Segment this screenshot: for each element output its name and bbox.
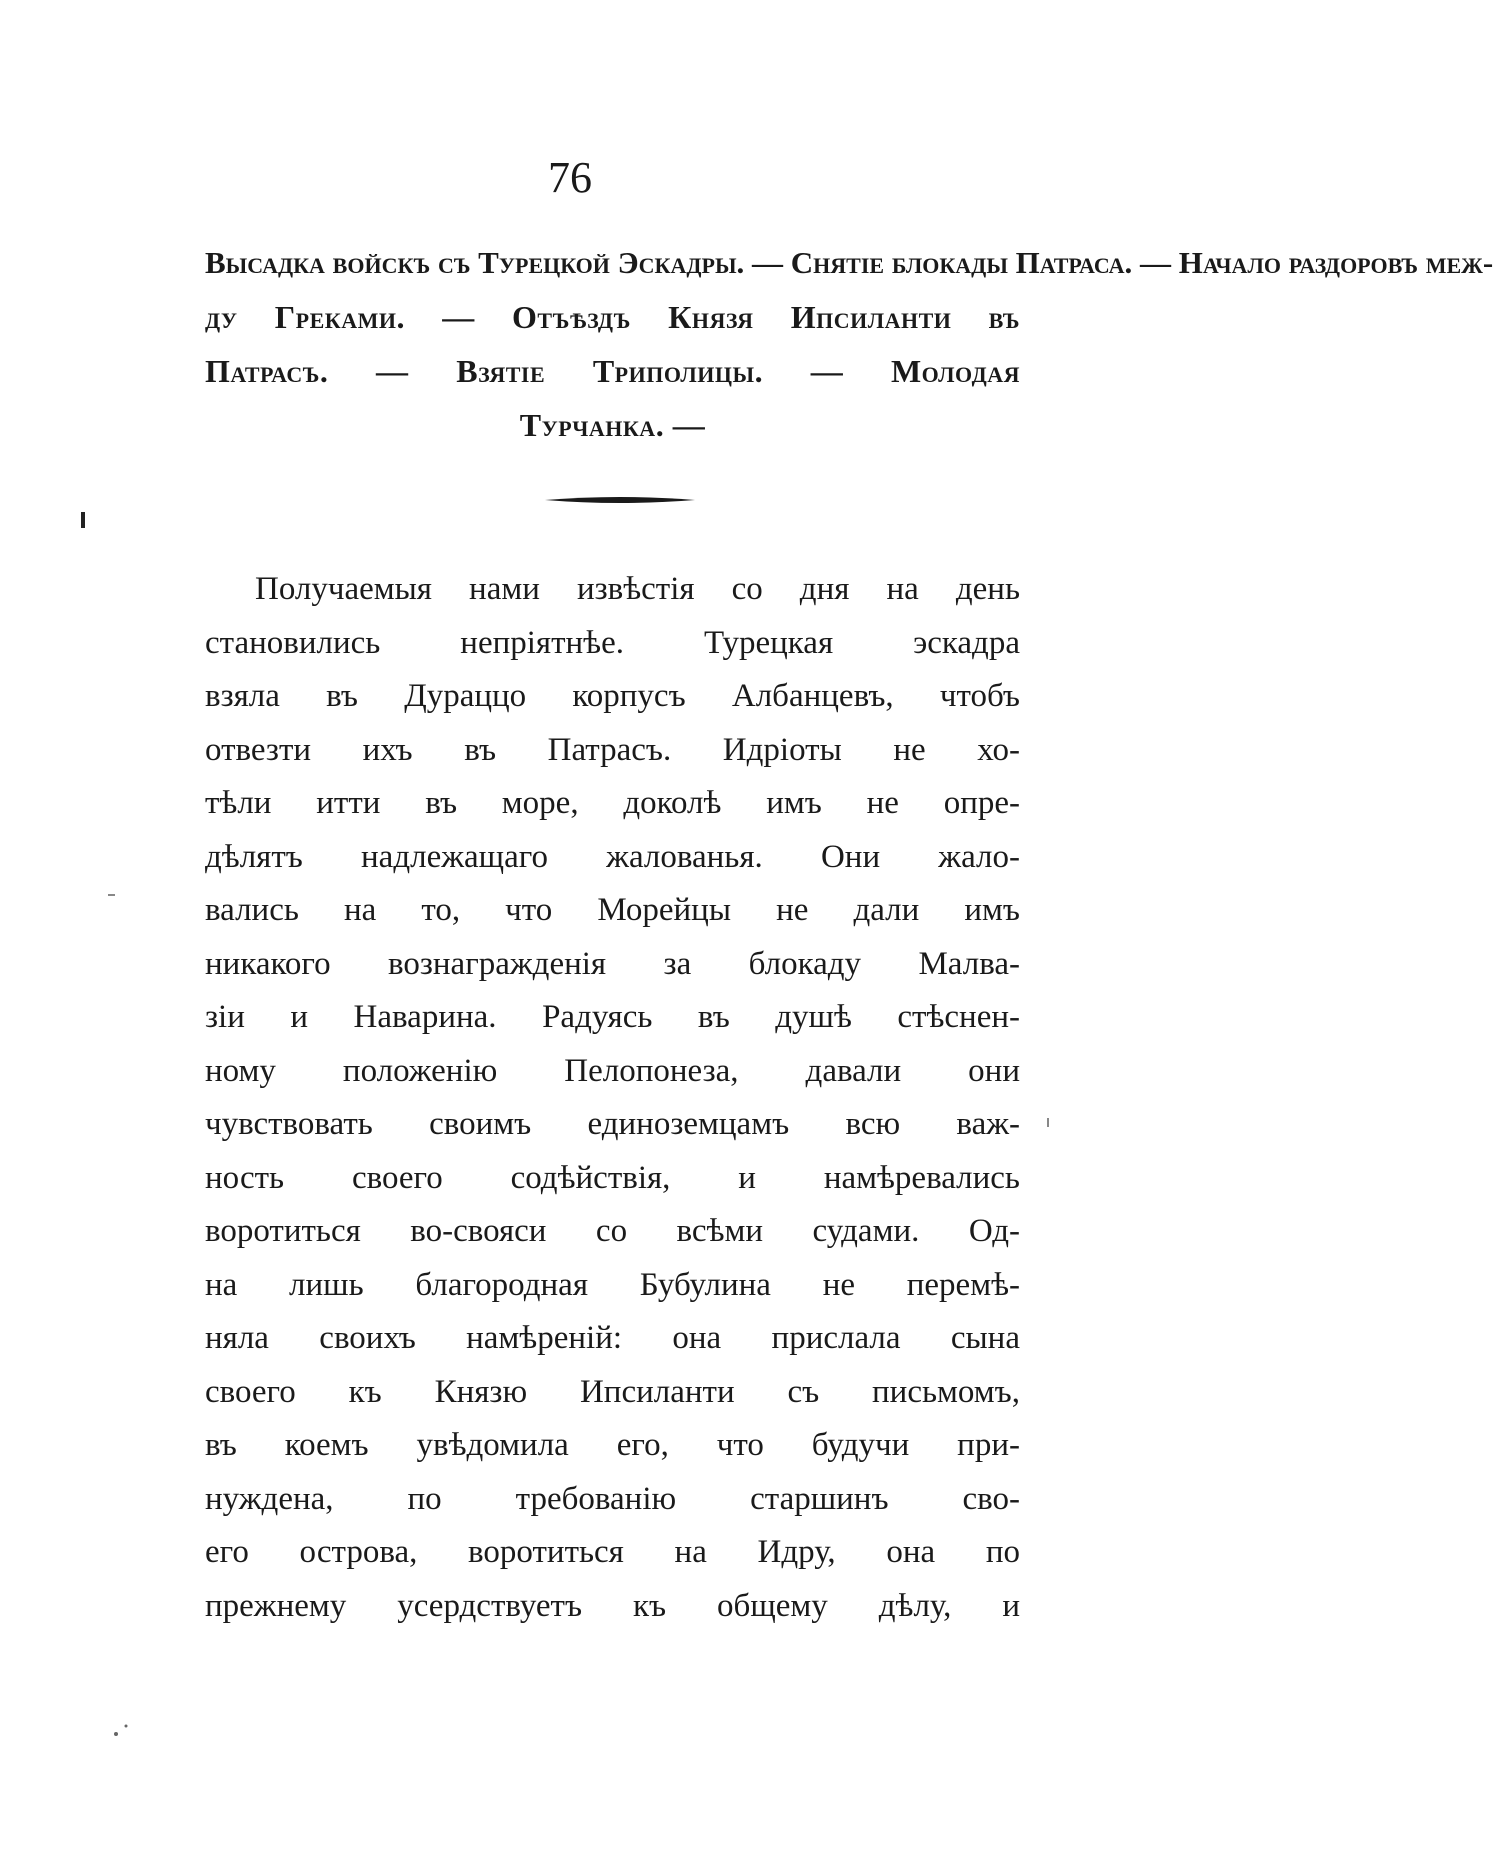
body-line: ному положенію Пелопонеза, давали они [205,1052,1020,1089]
summary-line: Патрасъ. — Взятіе Триполицы. — Молодая [205,353,1020,389]
body-line: на лишь благородная Бубулина не перемѣ- [205,1266,1020,1303]
body-line: дѣлятъ надлежащаго жалованья. Они жало- [205,838,1020,875]
body-line: нуждена, по требованію старшинъ сво- [205,1480,1020,1517]
body-line: Получаемыя нами извѣстія со дня на день [255,571,1020,607]
body-line: своего къ Князю Ипсиланти съ письмомъ, [205,1373,1020,1410]
body-line: въ коемъ увѣдомила его, что будучи при- [205,1427,1020,1463]
summary-line: Высадка войскъ съ Турецкой Эскадры. — Снятіе блокады Патраса. — Начало раздоровъ меж- [205,245,1493,280]
scan-speck [1045,1118,1051,1128]
body-line: прежнему усердствуетъ къ общему дѣлу, и [205,1587,1020,1624]
body-line: отвезти ихъ въ Патрасъ. Идріоты не хо- [205,731,1020,768]
scan-speck [80,512,86,528]
body-line: ность своего содѣйствія, и намѣревались [205,1159,1020,1196]
page-number: 76 [548,153,592,202]
summary-line: Турчанка. — [519,407,706,443]
body-line: его острова, воротиться на Идру, она по [205,1534,1020,1570]
ornamental-divider [545,494,695,506]
body-line: никакого вознагражденія за блокаду Малва- [205,945,1020,982]
body-line: няла своихъ намѣреній: она прислала сына [205,1320,1020,1356]
body-line: чувствовать своимъ единоземцамъ всю важ- [205,1106,1020,1142]
body-line: вались на то, что Морейцы не дали имъ [205,892,1020,928]
summary-line: ду Греками. — Отъѣздъ Князя Ипсиланти въ [205,299,1020,335]
body-line: воротиться во-свояси со всѣми судами. Од- [205,1213,1020,1249]
body-line: взяла въ Дураццо корпусъ Албанцевъ, чтобъ [205,678,1020,714]
body-line: тѣли итти въ море, доколѣ имъ не опре- [205,785,1020,821]
scan-speck [112,1722,132,1742]
body-line: становились непріятнѣе. Турецкая эскадра [205,624,1020,661]
scan-speck [108,892,116,898]
chapter-summary [205,236,1493,452]
body-line: зіи и Наварина. Радуясь въ душѣ стѣснен- [205,999,1020,1035]
body-text [205,563,1020,1633]
